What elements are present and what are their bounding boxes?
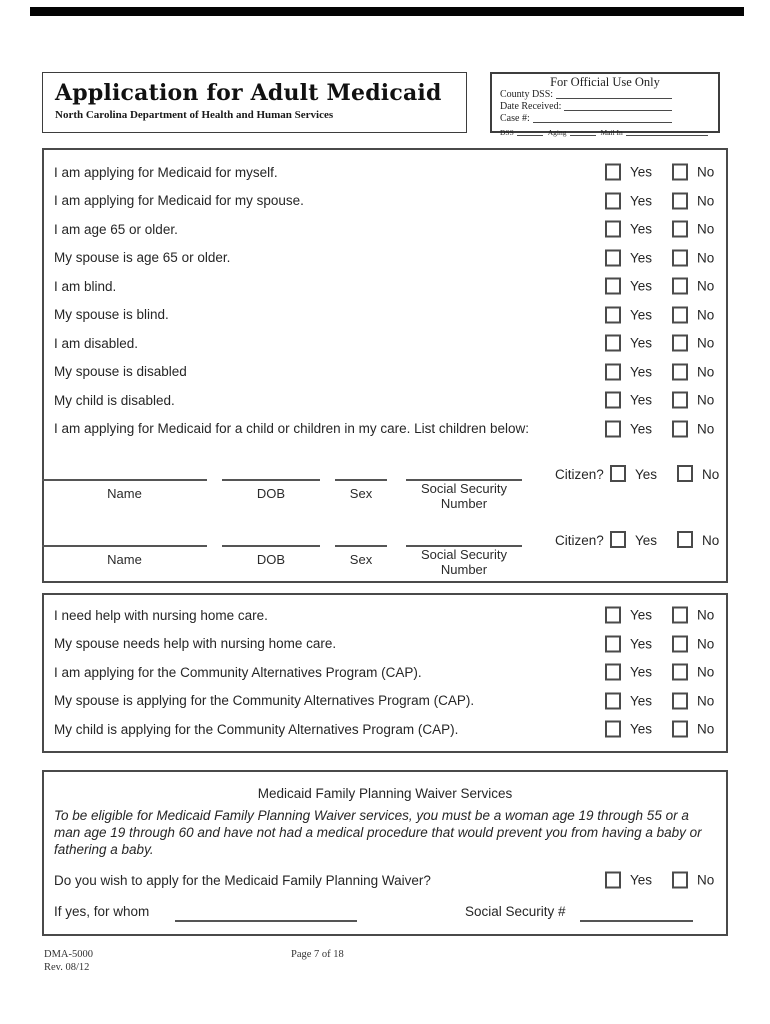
no-label: No (697, 193, 715, 209)
yes-checkbox[interactable] (605, 420, 621, 437)
question-row (44, 301, 726, 330)
question-row (44, 329, 726, 358)
question-row (44, 415, 726, 444)
official-use-title: For Official Use Only (550, 75, 660, 89)
page-subtitle: North Carolina Department of Health and Human Services (55, 109, 334, 121)
official-use-box (490, 72, 720, 137)
date-received-label: Date Received: (500, 101, 562, 112)
yes-label: Yes (630, 607, 653, 623)
question-row (44, 687, 726, 716)
yes-checkbox[interactable] (605, 363, 621, 380)
question-list (44, 150, 726, 443)
yes-checkbox[interactable] (605, 164, 621, 181)
section-family-planning-waiver (42, 770, 728, 936)
form-number: DMA-5000 (44, 949, 93, 960)
waiver-title: Medicaid Family Planning Waiver Services (257, 786, 513, 801)
no-label: No (697, 872, 715, 888)
question-row (44, 358, 726, 387)
child-entry-row (44, 465, 726, 527)
no-label: No (697, 335, 715, 351)
question-row (44, 630, 726, 659)
form-revision: Rev. 08/12 (44, 961, 90, 973)
no-checkbox[interactable] (672, 164, 688, 181)
no-label: No (697, 164, 715, 180)
no-label: No (697, 693, 715, 709)
case-number-label: Case #: (500, 113, 530, 124)
form-number-block (44, 949, 93, 974)
yes-label: Yes (635, 533, 658, 548)
yes-checkbox[interactable] (605, 278, 621, 295)
child-entry-row (44, 531, 726, 593)
ssn-column-label: Social Security Number (421, 481, 507, 511)
yes-checkbox[interactable] (605, 249, 621, 266)
question-label: My child is disabled. (54, 392, 175, 408)
yes-checkbox[interactable] (605, 607, 621, 624)
no-checkbox[interactable] (672, 392, 688, 409)
yes-label: Yes (630, 693, 653, 709)
question-label: My spouse needs help with nursing home care. (54, 636, 337, 652)
yes-checkbox[interactable] (605, 306, 621, 323)
scan-artifact-bar (30, 7, 744, 16)
question-row (44, 386, 726, 415)
question-list (44, 595, 726, 744)
yes-checkbox[interactable] (605, 721, 621, 738)
no-checkbox[interactable] (672, 363, 688, 380)
no-checkbox[interactable] (672, 872, 688, 889)
ssn-column-label: Social Security Number (421, 547, 507, 577)
page-number: Page 7 of 18 (291, 949, 344, 960)
case-number-blank[interactable] (533, 113, 672, 123)
date-received-row (500, 101, 672, 113)
no-label: No (697, 721, 715, 737)
yes-checkbox[interactable] (605, 635, 621, 652)
question-label: I am age 65 or older. (54, 221, 178, 237)
yes-checkbox[interactable] (605, 692, 621, 709)
routing-mailin-label: Mail In (600, 128, 623, 137)
citizen-label: Citizen? (555, 467, 604, 482)
no-checkbox[interactable] (672, 249, 688, 266)
no-label: No (697, 307, 715, 323)
no-label: No (697, 278, 715, 294)
question-label: My spouse is blind. (54, 307, 169, 323)
no-checkbox[interactable] (672, 692, 688, 709)
question-row (44, 187, 726, 216)
child-dob-blank[interactable] (222, 479, 320, 481)
routing-aging-label: Aging (547, 128, 567, 137)
section-applying-questions (42, 148, 728, 583)
yes-label: Yes (630, 164, 653, 180)
yes-label: Yes (630, 421, 653, 437)
question-label: I am applying for Medicaid for a child or children in my care. List children below: (54, 421, 529, 437)
routing-dss-label: DSS (500, 128, 514, 137)
routing-row (500, 128, 710, 137)
no-label: No (697, 607, 715, 623)
question-label: I am applying for Medicaid for my spouse. (54, 193, 304, 209)
yes-label: Yes (630, 335, 653, 351)
yes-checkbox[interactable] (605, 392, 621, 409)
yes-label: Yes (630, 250, 653, 266)
no-label: No (697, 221, 715, 237)
child-name-blank[interactable] (42, 479, 207, 481)
case-number-row (500, 113, 672, 125)
child-dob-blank[interactable] (222, 545, 320, 547)
no-label: No (697, 421, 715, 437)
page-title: Application for Adult Medicaid (55, 80, 442, 106)
no-label: No (697, 636, 715, 652)
question-row (44, 601, 726, 630)
routing-mailin-blank[interactable] (626, 135, 708, 136)
question-label: My spouse is disabled (54, 364, 187, 380)
no-checkbox[interactable] (672, 721, 688, 738)
section-nursing-cap-questions (42, 593, 728, 753)
sex-column-label: Sex (349, 486, 373, 501)
yes-label: Yes (635, 467, 658, 482)
question-row (44, 715, 726, 744)
yes-checkbox[interactable] (605, 664, 621, 681)
no-checkbox[interactable] (672, 635, 688, 652)
yes-label: Yes (630, 664, 653, 680)
citizen-yes-checkbox[interactable] (610, 531, 626, 548)
question-label: My spouse is age 65 or older. (54, 250, 231, 266)
routing-aging-blank[interactable] (570, 135, 596, 136)
question-row (44, 866, 726, 894)
child-sex-blank[interactable] (335, 545, 387, 547)
question-label: I am disabled. (54, 335, 139, 351)
no-label: No (702, 467, 720, 482)
child-name-blank[interactable] (42, 545, 207, 547)
if-yes-label: If yes, for whom (54, 904, 150, 919)
yes-label: Yes (630, 392, 653, 408)
question-row (44, 272, 726, 301)
no-checkbox[interactable] (672, 420, 688, 437)
name-column-label: Name (107, 552, 142, 567)
dob-column-label: DOB (256, 552, 286, 567)
name-column-label: Name (107, 486, 142, 501)
yes-label: Yes (630, 636, 653, 652)
question-label: Do you wish to apply for the Medicaid Family Planning Waiver? (54, 872, 431, 888)
yes-label: Yes (630, 193, 653, 209)
yes-label: Yes (630, 364, 653, 380)
citizen-yes-checkbox[interactable] (610, 465, 626, 482)
yes-label: Yes (630, 221, 653, 237)
question-label: I need help with nursing home care. (54, 607, 268, 623)
waiver-whom-row (44, 900, 726, 930)
yes-checkbox[interactable] (605, 872, 621, 889)
sex-column-label: Sex (349, 552, 373, 567)
yes-checkbox[interactable] (605, 221, 621, 238)
ssn-label: Social Security # (465, 904, 566, 919)
yes-label: Yes (630, 307, 653, 323)
no-checkbox[interactable] (672, 607, 688, 624)
question-label: I am blind. (54, 278, 117, 294)
question-row (44, 215, 726, 244)
county-dss-label: County DSS: (500, 89, 554, 100)
question-row (44, 244, 726, 273)
whom-blank[interactable] (175, 920, 357, 922)
form-header (42, 72, 467, 133)
waiver-eligibility-text: To be eligible for Medicaid Family Planning Waiver services, you must be a woman age 19 through 55 or a man age 19 through 60 and have not had a medical procedure that would prevent you from having a baby or fathering a baby. (54, 808, 702, 857)
yes-label: Yes (630, 278, 653, 294)
yes-checkbox[interactable] (605, 192, 621, 209)
yes-label: Yes (630, 872, 653, 888)
ssn-blank[interactable] (580, 920, 693, 922)
dob-column-label: DOB (256, 486, 286, 501)
citizen-no-checkbox[interactable] (677, 465, 693, 482)
yes-checkbox[interactable] (605, 335, 621, 352)
question-row (44, 658, 726, 687)
no-label: No (697, 250, 715, 266)
no-checkbox[interactable] (672, 335, 688, 352)
question-label: My child is applying for the Community Alternatives Program (CAP). (54, 721, 459, 737)
no-checkbox[interactable] (672, 306, 688, 323)
no-label: No (697, 664, 715, 680)
no-checkbox[interactable] (672, 664, 688, 681)
child-sex-blank[interactable] (335, 479, 387, 481)
question-label: I am applying for Medicaid for myself. (54, 164, 278, 180)
no-checkbox[interactable] (672, 221, 688, 238)
county-dss-row (500, 89, 672, 101)
date-received-blank[interactable] (564, 101, 672, 111)
citizen-label: Citizen? (555, 533, 604, 548)
citizen-no-checkbox[interactable] (677, 531, 693, 548)
no-label: No (697, 392, 715, 408)
routing-dss-blank[interactable] (517, 135, 543, 136)
question-row (44, 158, 726, 187)
no-checkbox[interactable] (672, 278, 688, 295)
yes-label: Yes (630, 721, 653, 737)
no-label: No (702, 533, 720, 548)
no-checkbox[interactable] (672, 192, 688, 209)
county-dss-blank[interactable] (556, 89, 672, 99)
question-label: My spouse is applying for the Community Alternatives Program (CAP). (54, 693, 475, 709)
no-label: No (697, 364, 715, 380)
question-label: I am applying for the Community Alternatives Program (CAP). (54, 664, 422, 680)
